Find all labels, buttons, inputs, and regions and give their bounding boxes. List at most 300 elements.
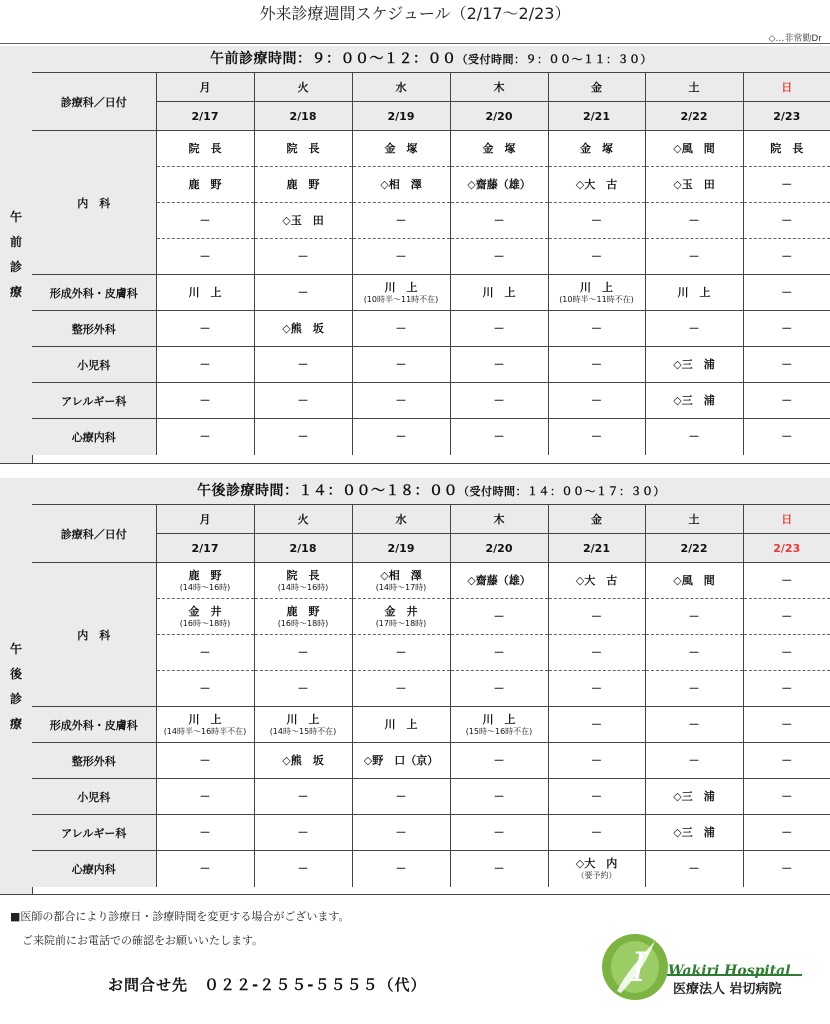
schedule-cell	[743, 815, 830, 851]
weekday-header: 火	[254, 505, 352, 534]
schedule-cell	[450, 743, 548, 779]
schedule-cell	[450, 599, 548, 635]
schedule-cell	[548, 599, 645, 635]
doctor-name: －	[395, 682, 407, 695]
schedule-cell	[450, 203, 548, 239]
doctor-name: －	[591, 790, 602, 803]
hours-text: 午後診療時間：１４：００〜１８：００	[197, 483, 458, 499]
doctor-name: －	[395, 322, 407, 335]
morning-schedule-table	[32, 72, 830, 455]
doctor-name: ◇三 浦	[673, 826, 715, 839]
schedule-cell	[743, 383, 830, 419]
schedule-cell	[743, 419, 830, 455]
doctor-name: －	[297, 862, 309, 876]
schedule-cell	[450, 239, 548, 275]
weekday-header: 水	[352, 505, 450, 534]
doctor-name: 金 塚	[384, 142, 418, 155]
doctor-name: －	[199, 754, 211, 767]
doctor-name: －	[395, 250, 407, 263]
schedule-cell	[450, 707, 548, 743]
doctor-name: －	[688, 214, 700, 227]
doctor-name: －	[297, 826, 309, 839]
doctor-name: －	[781, 754, 793, 767]
schedule-cell	[352, 167, 450, 203]
schedule-cell	[743, 275, 830, 311]
schedule-cell	[254, 167, 352, 203]
doctor-name: ◇相 澤	[380, 178, 422, 191]
schedule-cell	[743, 167, 830, 203]
doctor-name: －	[493, 610, 505, 623]
schedule-cell	[254, 311, 352, 347]
schedule-cell	[548, 707, 645, 743]
date-header: 2/17	[156, 534, 254, 563]
doctor-name: －	[781, 646, 793, 659]
schedule-cell	[352, 239, 450, 275]
schedule-cell	[254, 239, 352, 275]
schedule-cell	[156, 851, 254, 887]
afternoon-section	[0, 478, 830, 895]
section-bottom-rule	[0, 463, 830, 464]
doctor-name: ◇相 澤	[380, 568, 422, 582]
schedule-cell	[156, 743, 254, 779]
afternoon-schedule-table	[32, 504, 830, 887]
schedule-cell	[548, 275, 645, 311]
title-divider	[0, 43, 830, 44]
doctor-name: 川 上	[188, 286, 222, 299]
doctor-name: －	[781, 250, 793, 263]
schedule-cell	[156, 635, 254, 671]
doctor-name: －	[781, 286, 793, 299]
schedule-cell	[645, 815, 743, 851]
doctor-name: －	[688, 610, 700, 623]
side-char: 午	[9, 641, 22, 656]
schedule-cell	[156, 203, 254, 239]
schedule-cell	[548, 563, 645, 599]
schedule-cell	[548, 311, 645, 347]
doctor-name: －	[591, 610, 602, 623]
department-label: 内 科	[32, 563, 156, 707]
doctor-name: 金 井	[384, 604, 418, 618]
doctor-name: －	[395, 862, 407, 876]
doctor-name: 金 井	[188, 604, 222, 618]
doctor-name: －	[199, 682, 211, 695]
schedule-cell	[743, 563, 830, 599]
side-char: 診	[9, 691, 22, 706]
schedule-cell	[743, 239, 830, 275]
doctor-name: －	[781, 718, 793, 731]
schedule-cell	[254, 383, 352, 419]
doctor-name: ◇玉 田	[673, 178, 715, 191]
schedule-cell	[645, 743, 743, 779]
schedule-cell	[156, 239, 254, 275]
doctor-name: －	[199, 862, 211, 876]
reception-text: （受付時間：９：００〜１１：３０）	[456, 53, 652, 66]
schedule-cell	[645, 779, 743, 815]
doctor-name: ◇三 浦	[673, 394, 715, 407]
schedule-cell	[156, 131, 254, 167]
doctor-name: －	[395, 826, 407, 839]
schedule-cell	[352, 563, 450, 599]
doctor-name: －	[781, 862, 793, 876]
department-label: 形成外科・皮膚科	[32, 707, 156, 743]
schedule-cell	[743, 311, 830, 347]
doctor-name: －	[781, 610, 793, 623]
schedule-cell	[156, 563, 254, 599]
doctor-name: 川 上	[384, 718, 418, 731]
doctor-name: －	[591, 430, 602, 444]
schedule-cell	[548, 779, 645, 815]
doctor-name: ◇齋藤（雄）	[467, 574, 531, 587]
date-header: 2/22	[645, 534, 743, 563]
schedule-cell	[743, 599, 830, 635]
doctor-name: －	[688, 430, 700, 444]
side-char: 午	[9, 210, 22, 224]
department-label: アレルギー科	[32, 815, 156, 851]
doctor-name: －	[688, 754, 700, 767]
schedule-cell	[645, 635, 743, 671]
schedule-cell	[645, 707, 743, 743]
doctor-name: 金 塚	[482, 142, 516, 155]
doctor-name: －	[781, 358, 793, 371]
schedule-cell	[156, 383, 254, 419]
schedule-cell	[645, 347, 743, 383]
doctor-name: ◇大 古	[575, 178, 618, 191]
schedule-cell	[645, 563, 743, 599]
section-side-label	[0, 46, 33, 464]
schedule-cell	[548, 347, 645, 383]
logo-japanese-name: 医療法人 岩切病院	[673, 982, 782, 997]
side-char: 療	[9, 716, 22, 731]
weekday-header: 火	[254, 73, 352, 102]
page-title: 外来診療週間スケジュール（2/17〜2/23）	[259, 4, 571, 23]
schedule-cell	[548, 383, 645, 419]
doctor-name: －	[591, 358, 602, 371]
doctor-name: 院 長	[188, 142, 222, 155]
schedule-cell	[352, 635, 450, 671]
schedule-cell	[450, 851, 548, 887]
section-hours-header	[32, 46, 830, 73]
schedule-cell	[743, 707, 830, 743]
doctor-name: －	[591, 646, 602, 659]
schedule-cell	[450, 347, 548, 383]
date-header: 2/18	[254, 534, 352, 563]
schedule-cell	[743, 635, 830, 671]
schedule-cell	[352, 743, 450, 779]
schedule-cell	[254, 131, 352, 167]
doctor-name: ◇齋藤（雄）	[467, 178, 531, 191]
morning-section	[0, 46, 830, 464]
schedule-cell	[254, 815, 352, 851]
doctor-name: ◇熊 坂	[282, 754, 324, 767]
availability-note: (15時～16時不在)	[465, 726, 533, 736]
schedule-cell	[156, 779, 254, 815]
doctor-name: －	[591, 322, 602, 335]
logo-letter: I	[631, 945, 647, 991]
schedule-cell	[645, 239, 743, 275]
schedule-cell	[156, 815, 254, 851]
schedule-cell	[450, 635, 548, 671]
doctor-name: －	[493, 646, 505, 659]
weekday-header: 土	[645, 505, 743, 534]
doctor-name: －	[688, 718, 700, 731]
schedule-cell	[156, 347, 254, 383]
schedule-cell	[352, 275, 450, 311]
schedule-cell	[743, 743, 830, 779]
date-header: 2/21	[548, 534, 645, 563]
weekday-header: 日	[743, 73, 830, 102]
schedule-cell	[254, 635, 352, 671]
reception-text: （受付時間：１４：００〜１７：３０）	[458, 485, 665, 498]
doctor-name: －	[781, 214, 793, 227]
doctor-name: －	[781, 682, 793, 695]
availability-note: (14時～16時)	[277, 582, 329, 592]
weekday-header: 月	[156, 505, 254, 534]
side-char: 療	[9, 285, 22, 299]
doctor-name: －	[781, 430, 793, 444]
department-label: 整形外科	[32, 743, 156, 779]
weekday-header: 金	[548, 73, 645, 102]
schedule-cell	[254, 419, 352, 455]
schedule-cell	[352, 419, 450, 455]
weekday-header: 木	[450, 505, 548, 534]
doctor-name: 鹿 野	[188, 568, 222, 582]
doctor-name: －	[688, 250, 700, 263]
schedule-cell	[352, 707, 450, 743]
schedule-cell	[645, 275, 743, 311]
doctor-name: 鹿 野	[188, 178, 222, 191]
availability-note: (14時～15時不在)	[269, 726, 337, 736]
schedule-cell	[254, 275, 352, 311]
schedule-cell	[645, 383, 743, 419]
doctor-name: 川 上	[482, 712, 516, 726]
schedule-cell	[450, 563, 548, 599]
doctor-name: －	[688, 682, 700, 695]
date-header: 2/18	[254, 102, 352, 131]
schedule-cell	[645, 311, 743, 347]
schedule-cell	[645, 671, 743, 707]
schedule-cell	[548, 851, 645, 887]
doctor-name: －	[395, 214, 407, 227]
doctor-name: －	[199, 790, 211, 803]
doctor-name: －	[493, 430, 505, 444]
doctor-name: ◇玉 田	[282, 214, 324, 227]
doctor-name: 川 上	[482, 286, 516, 299]
schedule-cell	[450, 383, 548, 419]
doctor-name: 川 上	[677, 286, 711, 299]
side-char: 診	[9, 260, 22, 274]
schedule-cell	[548, 131, 645, 167]
doctor-name: －	[297, 646, 309, 659]
schedule-cell	[548, 167, 645, 203]
doctor-name: －	[297, 682, 309, 695]
schedule-cell	[743, 671, 830, 707]
schedule-cell	[352, 779, 450, 815]
doctor-name: 川 上	[384, 280, 418, 294]
schedule-cell	[450, 167, 548, 203]
schedule-cell	[156, 707, 254, 743]
schedule-cell	[645, 167, 743, 203]
side-char: 前	[9, 235, 22, 249]
schedule-cell	[548, 743, 645, 779]
doctor-name: ◇熊 坂	[282, 322, 324, 335]
schedule-cell	[156, 311, 254, 347]
doctor-name: －	[493, 862, 505, 876]
doctor-name: －	[688, 322, 700, 335]
department-label: 小児科	[32, 347, 156, 383]
schedule-cell	[743, 851, 830, 887]
hours-text: 午前診療時間：９：００〜１２：００	[210, 51, 457, 67]
schedule-cell	[352, 347, 450, 383]
date-header: 2/22	[645, 102, 743, 131]
schedule-cell	[548, 203, 645, 239]
schedule-cell	[548, 635, 645, 671]
schedule-cell	[254, 779, 352, 815]
schedule-cell	[254, 347, 352, 383]
doctor-name: －	[591, 394, 602, 407]
section-side-label	[0, 478, 33, 895]
doctor-name: －	[199, 646, 211, 659]
schedule-cell	[254, 563, 352, 599]
doctor-name: ◇三 浦	[673, 358, 715, 371]
schedule-cell	[743, 779, 830, 815]
doctor-name: ◇風 間	[673, 142, 715, 155]
doctor-name: 金 塚	[580, 142, 613, 155]
doctor-name: －	[493, 682, 505, 695]
doctor-name: ◇大 古	[575, 574, 618, 587]
doctor-name: ◇大 内	[575, 856, 618, 870]
doctor-name: 川 上	[580, 280, 613, 294]
legend-note: ◇…非常勤Dr	[768, 34, 822, 44]
schedule-cell	[450, 311, 548, 347]
date-header: 2/21	[548, 102, 645, 131]
dept-date-header: 診療科／日付	[32, 505, 156, 563]
weekday-header: 金	[548, 505, 645, 534]
schedule-cell	[645, 203, 743, 239]
doctor-name: －	[395, 394, 407, 407]
doctor-name: －	[297, 430, 309, 444]
doctor-name: －	[591, 214, 602, 227]
schedule-cell	[450, 815, 548, 851]
doctor-name: －	[493, 394, 505, 407]
doctor-name: －	[781, 574, 793, 587]
schedule-cell	[548, 239, 645, 275]
availability-note: (14時～17時)	[375, 582, 427, 592]
schedule-cell	[254, 203, 352, 239]
schedule-cell	[743, 131, 830, 167]
doctor-name: －	[591, 826, 602, 839]
doctor-name: －	[199, 430, 211, 444]
schedule-cell	[352, 851, 450, 887]
schedule-cell	[645, 419, 743, 455]
schedule-cell	[645, 599, 743, 635]
schedule-cell	[254, 599, 352, 635]
availability-note: (10時半～11時不在)	[559, 294, 634, 304]
doctor-name: 院 長	[770, 142, 804, 155]
side-char: 後	[9, 666, 22, 681]
doctor-name: 川 上	[286, 712, 320, 726]
doctor-name: －	[781, 178, 793, 191]
doctor-name: －	[199, 322, 211, 335]
department-label: 小児科	[32, 779, 156, 815]
schedule-cell	[743, 203, 830, 239]
schedule-cell	[645, 131, 743, 167]
department-label: アレルギー科	[32, 383, 156, 419]
schedule-cell	[156, 599, 254, 635]
schedule-cell	[254, 851, 352, 887]
date-header: 2/20	[450, 102, 548, 131]
availability-note: (10時半～11時不在)	[363, 294, 439, 304]
weekday-header: 日	[743, 505, 830, 534]
date-header: 2/20	[450, 534, 548, 563]
doctor-name: －	[297, 790, 309, 803]
doctor-name: －	[493, 754, 505, 767]
doctor-name: ◇風 間	[673, 574, 715, 587]
schedule-cell	[156, 671, 254, 707]
schedule-cell	[450, 671, 548, 707]
schedule-cell	[254, 707, 352, 743]
logo-english-name: Wakiri Hospital	[668, 963, 791, 979]
footer-note-2: ご来院前にお電話での確認をお願いいたします。	[22, 934, 264, 947]
doctor-name: －	[199, 250, 211, 263]
doctor-name: －	[297, 358, 309, 371]
schedule-cell	[645, 851, 743, 887]
schedule-cell	[450, 419, 548, 455]
doctor-name: －	[199, 826, 211, 839]
doctor-name: ◇三 浦	[673, 790, 715, 803]
schedule-cell	[548, 419, 645, 455]
schedule-cell	[548, 671, 645, 707]
section-bottom-rule	[0, 894, 830, 895]
doctor-name: －	[493, 214, 505, 227]
section-hours-header	[32, 478, 830, 505]
availability-note: (16時～18時)	[179, 618, 231, 628]
doctor-name: －	[591, 250, 602, 263]
availability-note: (17時～18時)	[375, 618, 427, 628]
doctor-name: －	[297, 394, 309, 407]
schedule-cell	[548, 815, 645, 851]
weekday-header: 木	[450, 73, 548, 102]
schedule-cell	[352, 671, 450, 707]
schedule-cell	[450, 779, 548, 815]
weekday-header: 月	[156, 73, 254, 102]
doctor-name: 川 上	[188, 712, 222, 726]
schedule-cell	[743, 347, 830, 383]
schedule-cell	[450, 131, 548, 167]
department-label: 心療内科	[32, 851, 156, 887]
footer-note-1: ■医師の都合により診療日・診療時間を変更する場合がございます。	[10, 910, 350, 923]
availability-note: (14時半～16時半不在)	[163, 726, 247, 736]
date-header: 2/23	[743, 534, 830, 563]
schedule-cell	[352, 311, 450, 347]
weekday-header: 土	[645, 73, 743, 102]
doctor-name: 院 長	[286, 142, 320, 155]
schedule-cell	[352, 203, 450, 239]
doctor-name: －	[781, 790, 793, 803]
availability-note: (14時～16時)	[179, 582, 231, 592]
doctor-name: －	[781, 394, 793, 407]
department-label: 心療内科	[32, 419, 156, 455]
doctor-name: －	[395, 646, 407, 659]
doctor-name: －	[688, 862, 700, 876]
date-header: 2/19	[352, 102, 450, 131]
availability-note: (16時～18時)	[277, 618, 329, 628]
schedule-cell	[156, 167, 254, 203]
contact-phone: お問合せ先 ０２２-２５５-５５５５（代）	[108, 976, 427, 994]
doctor-name: －	[493, 790, 505, 803]
doctor-name: －	[395, 790, 407, 803]
schedule-cell	[352, 599, 450, 635]
doctor-name: ◇野 口（京）	[363, 754, 439, 767]
